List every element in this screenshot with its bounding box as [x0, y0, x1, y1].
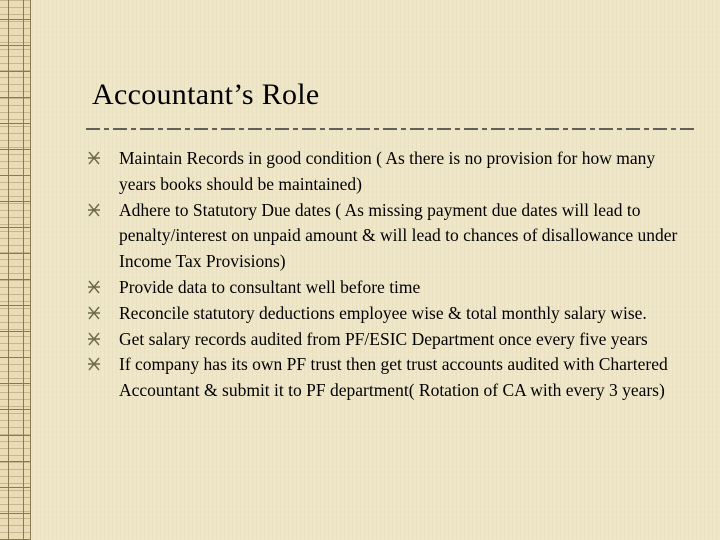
bullet-item — [88, 352, 688, 404]
bullet-icon — [88, 151, 100, 165]
bullet-list — [88, 146, 688, 404]
bullet-icon — [88, 357, 100, 371]
bullet-text: Maintain Records in good condition ( As there is no provision for how many years books should be maintained) — [119, 148, 656, 194]
bullet-text: Provide data to consultant well before time — [119, 276, 421, 297]
bullet-icon — [88, 203, 100, 217]
bullet-text: Adhere to Statutory Due dates ( As missing payment due dates will lead to penalty/interest on unpaid amount & will lead to chances of disallowance under Income Tax Provisions) — [119, 199, 678, 272]
bullet-icon — [88, 306, 100, 320]
bullet-icon — [88, 280, 100, 294]
slide-title: Accountant’s Role — [92, 78, 320, 111]
bullet-icon — [88, 332, 100, 346]
bullet-item — [88, 275, 688, 301]
bullet-item — [88, 146, 688, 198]
bullet-item — [88, 198, 688, 275]
bullet-item — [88, 327, 688, 353]
bullet-item — [88, 301, 688, 327]
ruled-margin-strip — [0, 0, 31, 540]
bullet-text: Reconcile statutory deductions employee wise & total monthly salary wise. — [119, 302, 647, 323]
bullet-text: Get salary records audited from PF/ESIC Department once every five years — [119, 328, 648, 349]
title-divider — [86, 127, 698, 131]
bullet-text: If company has its own PF trust then get trust accounts audited with Chartered Accountant & submit it to PF department( Rotation of CA with every 3 years) — [119, 354, 668, 401]
